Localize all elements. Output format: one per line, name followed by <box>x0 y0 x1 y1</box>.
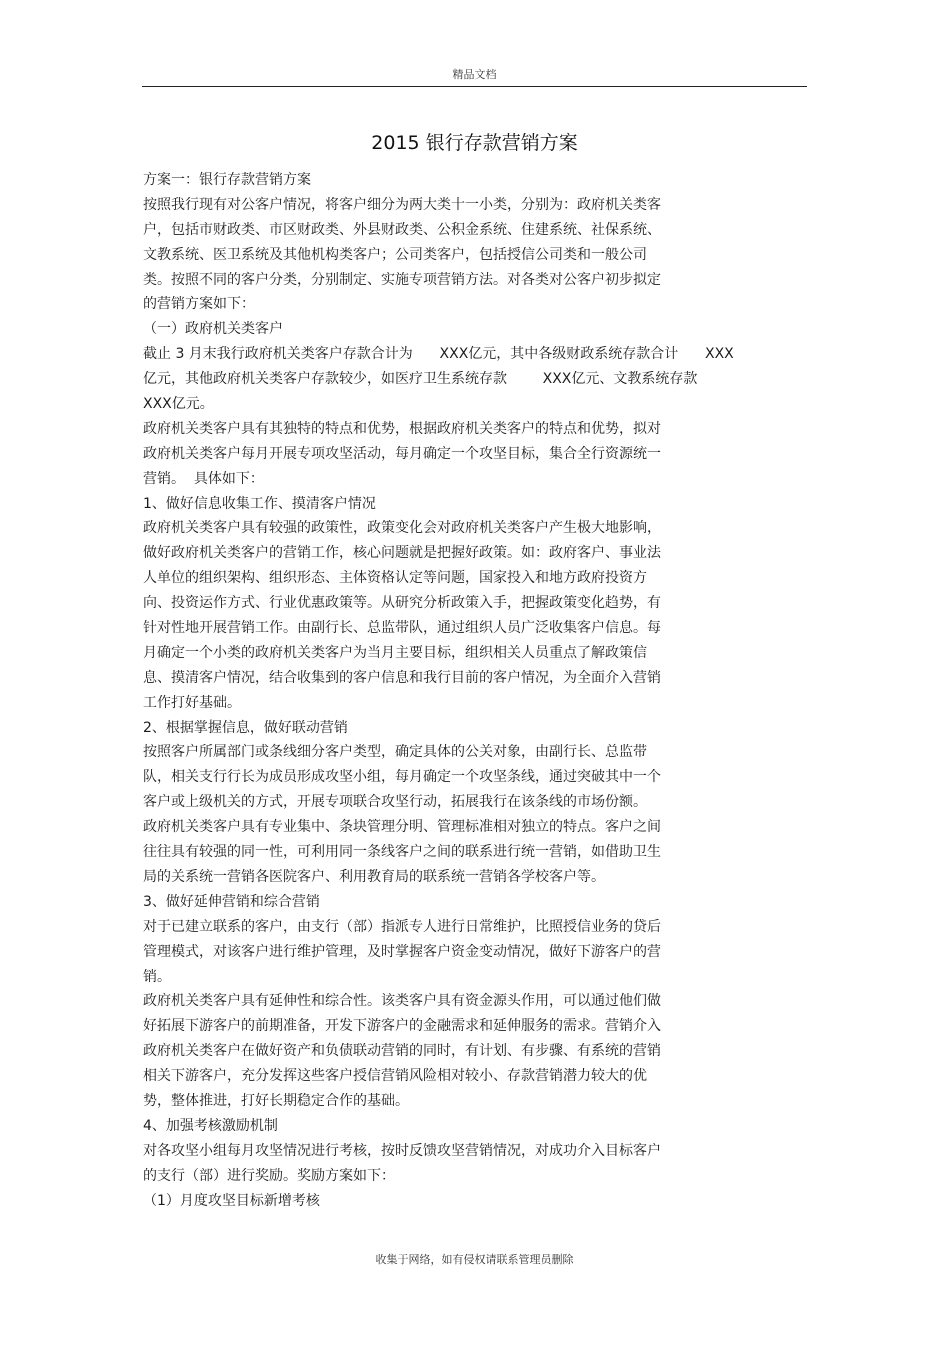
body-line: 向、投资运作方式、行业优惠政策等。从研究分析政策入手，把握政策变化趋势，有 <box>143 595 661 612</box>
body-line: 队，相关支行行长为成员形成攻坚小组，每月确定一个攻坚条线，通过突破其中一个 <box>143 769 661 786</box>
body-line: 政府机关类客户具有延伸性和综合性。该类客户具有资金源头作用，可以通过他们做 <box>143 993 661 1010</box>
body-line: （1）月度攻坚目标新增考核 <box>143 1192 320 1209</box>
body-line: 政府机关类客户每月开展专项攻坚活动，每月确定一个攻坚目标，集合全行资源统一 <box>143 445 661 462</box>
body-line: 相关下游客户，充分发挥这些客户授信营销风险相对较小、存款营销潜力较大的优 <box>143 1068 647 1085</box>
body-line: 政府机关类客户具有专业集中、条块管理分明、管理标准相对独立的特点。客户之间 <box>143 819 661 836</box>
body-line: 3、做好延伸营销和综合营销 <box>143 893 320 910</box>
body-line: 往往具有较强的同一性，可利用同一条线客户之间的联系进行统一营销，如借助卫生 <box>143 844 661 861</box>
body-line: 类。按照不同的客户分类，分别制定、实施专项营销方法。对各类对公客户初步拟定 <box>143 271 661 288</box>
body-line: 截止 3 月末我行政府机关类客户存款合计为 XXX亿元，其中各级财政系统存款合计 XXX <box>143 346 734 363</box>
body-line: 文教系统、医卫系统及其他机构类客户；公司类客户，包括授信公司类和一般公司 <box>143 246 647 263</box>
body-line: XXX亿元。 <box>143 396 214 413</box>
body-line: 管理模式，对该客户进行维护管理，及时掌握客户资金变动情况，做好下游客户的营 <box>143 943 661 960</box>
body-line: 户，包括市财政类、市区财政类、外县财政类、公积金系统、住建系统、社保系统、 <box>143 221 661 238</box>
body-line: 方案一：银行存款营销方案 <box>143 172 311 188</box>
body-line: 的营销方案如下： <box>143 296 255 313</box>
body-line: 息、摸清客户情况，结合收集到的客户信息和我行目前的客户情况，为全面介入营销 <box>143 669 661 686</box>
body-line: 针对性地开展营销工作。由副行长、总监带队，通过组织人员广泛收集客户信息。每 <box>143 620 661 637</box>
body-line: 营销。 具体如下： <box>143 470 264 487</box>
body-line: 销。 <box>143 968 171 985</box>
body-line: 亿元，其他政府机关类客户存款较少，如医疗卫生系统存款 XXX亿元、文教系统存款 <box>143 371 698 388</box>
body-line: 政府机关类客户具有较强的政策性，政策变化会对政府机关类客户产生极大地影响， <box>143 520 661 537</box>
page-footer: 收集于网络，如有侵权请联系管理员删除 <box>375 1253 574 1266</box>
body-line: 好拓展下游客户的前期准备，开发下游客户的金融需求和延伸服务的需求。营销介入 <box>143 1018 661 1035</box>
header-divider <box>142 86 807 87</box>
body-line: 1、做好信息收集工作、摸清客户情况 <box>143 495 376 512</box>
body-line: 势，整体推进，打好长期稳定合作的基础。 <box>143 1092 409 1109</box>
body-line: 按照我行现有对公客户情况，将客户细分为两大类十一小类，分别为：政府机关类客 <box>143 196 661 213</box>
body-line: 的支行（部）进行奖励。奖励方案如下： <box>143 1167 395 1184</box>
document-body <box>143 168 815 1213</box>
body-line: 对于已建立联系的客户，由支行（部）指派专人进行日常维护，比照授信业务的贷后 <box>143 918 661 935</box>
document-title: 2015 银行存款营销方案 <box>371 132 578 154</box>
body-line: 客户或上级机关的方式，开展专项联合攻坚行动，拓展我行在该条线的市场份额。 <box>143 794 647 811</box>
body-line: 2、根据掌握信息，做好联动营销 <box>143 719 348 736</box>
body-line: 月确定一个小类的政府机关类客户为当月主要目标，组织相关人员重点了解政策信 <box>143 644 647 661</box>
body-line: （一）政府机关类客户 <box>143 321 283 338</box>
body-line: 4、加强考核激励机制 <box>143 1117 278 1134</box>
body-line: 人单位的组织架构、组织形态、主体资格认定等问题，国家投入和地方政府投资方 <box>143 570 647 587</box>
body-line: 工作打好基础。 <box>143 694 241 711</box>
body-line: 政府机关类客户在做好资产和负债联动营销的同时，有计划、有步骤、有系统的营销 <box>143 1043 661 1060</box>
body-line: 按照客户所属部门或条线细分客户类型，确定具体的公关对象，由副行长、总监带 <box>143 744 647 761</box>
body-line: 政府机关类客户具有其独特的特点和优势，根据政府机关类客户的特点和优势，拟对 <box>143 420 661 437</box>
page-header: 精品文档 <box>452 68 497 81</box>
body-line: 做好政府机关类客户的营销工作，核心问题就是把握好政策。如：政府客户、事业法 <box>143 545 661 562</box>
body-line: 对各攻坚小组每月攻坚情况进行考核，按时反馈攻坚营销情况，对成功介入目标客户 <box>143 1142 661 1159</box>
body-line: 局的关系统一营销各医院客户、利用教育局的联系统一营销各学校客户等。 <box>143 868 605 885</box>
